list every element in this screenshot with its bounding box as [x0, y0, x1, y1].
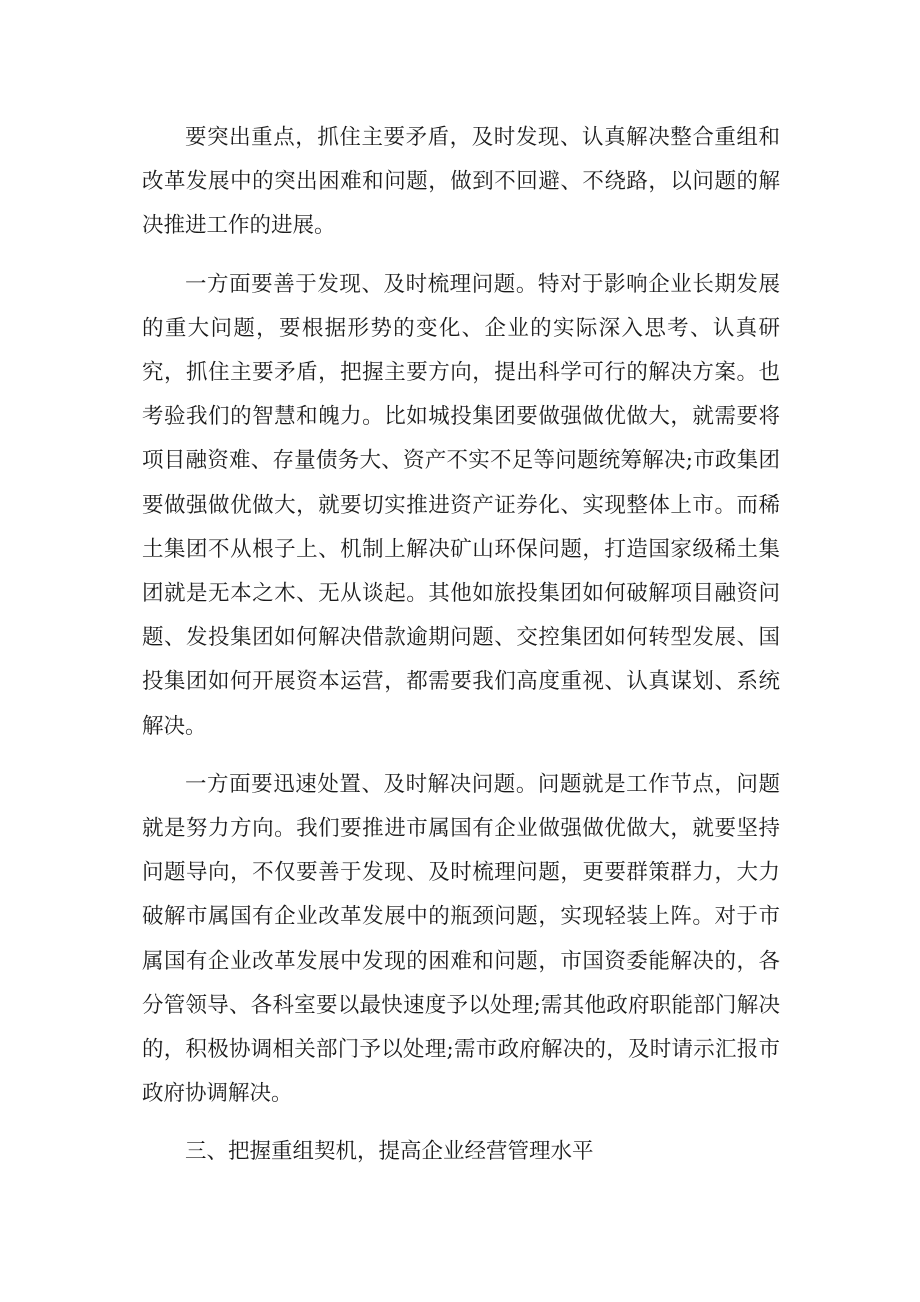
paragraph-1: 要突出重点，抓住主要矛盾，及时发现、认真解决整合重组和改革发展中的突出困难和问题，做到不回避、不绕路，以问题的解决推进工作的进展。	[142, 125, 780, 239]
document-body	[142, 116, 780, 1175]
section-heading: 三、把握重组契机，提高企业经营管理水平	[185, 1139, 594, 1165]
paragraph-3: 一方面要迅速处置、及时解决问题。问题就是工作节点，问题就是努力方向。我们要推进市属国有企业做强做优做大，就要坚持问题导向，不仅要善于发现、及时梳理问题，更要群策群力，大力破解市属国有企业改革发展中的瓶颈问题，实现轻装上阵。对于市属国有企业改革发展中发现的困难和问题，市国资委能解决的，各分管领导、各科室要以最快速度予以处理;需其他政府职能部门解决的，积极协调相关部门予以处理;需市政府解决的，及时请示汇报市政府协调解决。	[142, 771, 780, 1107]
paragraph-2: 一方面要善于发现、及时梳理问题。特对于影响企业长期发展的重大问题，要根据形势的变化、企业的实际深入思考、认真研究，抓住主要矛盾，把握主要方向，提出科学可行的解决方案。也考验我们的智慧和魄力。比如城投集团要做强做优做大，就需要将项目融资难、存量债务大、资产不实不足等问题统筹解决;市政集团要做强做优做大，就要切实推进资产证券化、实现整体上市。而稀土集团不从根子上、机制上解决矿山环保问题，打造国家级稀土集团就是无本之木、无从谈起。其他如旅投集团如何破解项目融资问题、发投集团如何解决借款逾期问题、交控集团如何转型发展、国投集团如何开展资本运营，都需要我们高度重视、认真谋划、系统解决。	[142, 271, 780, 739]
